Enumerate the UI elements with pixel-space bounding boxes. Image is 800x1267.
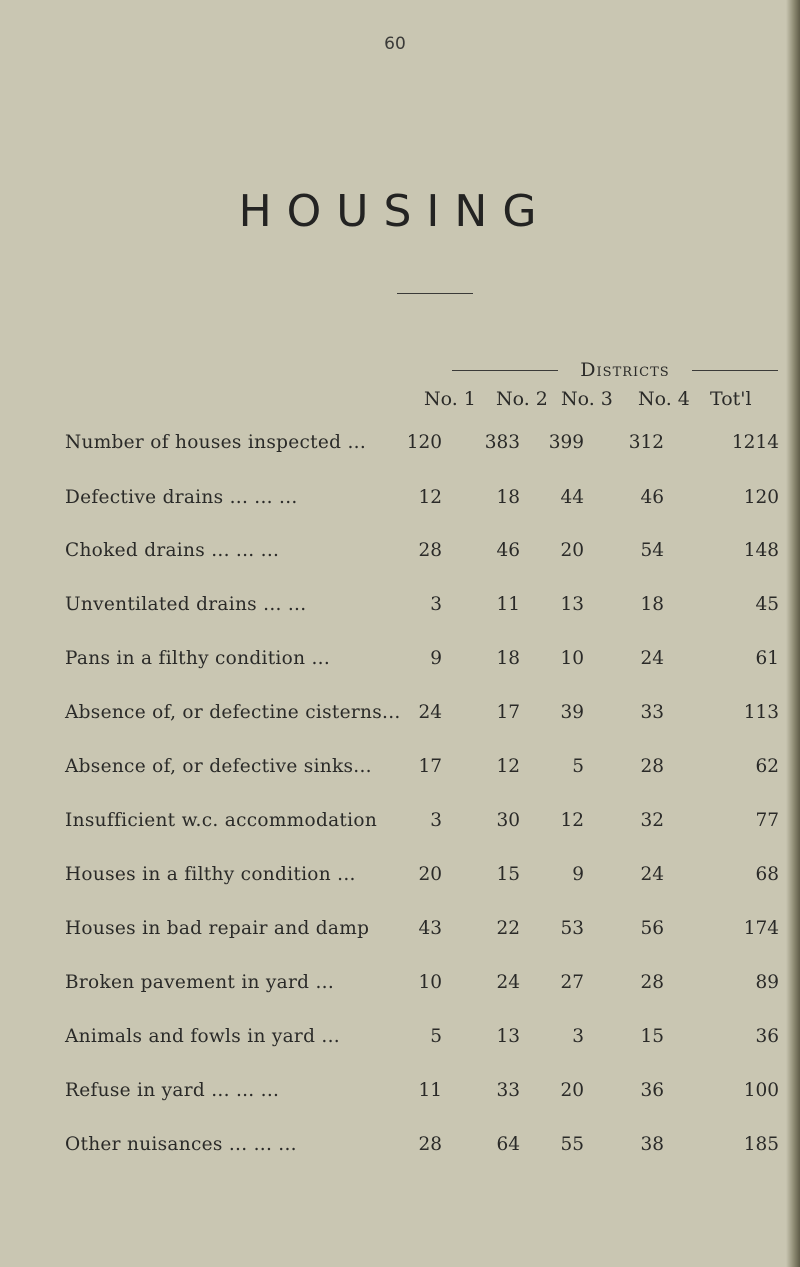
table-cell: 9: [430, 648, 442, 669]
table-cell: 20: [418, 864, 442, 885]
table-cell: 383: [484, 432, 520, 453]
table-cell: 56: [640, 918, 664, 939]
table-cell: 53: [560, 918, 584, 939]
districts-label: Districts: [580, 359, 670, 381]
table-cell: 36: [755, 1026, 779, 1047]
table-cell: 15: [496, 864, 520, 885]
table-cell: 68: [755, 864, 779, 885]
table-cell: 24: [496, 972, 520, 993]
table-cell: 27: [560, 972, 584, 993]
districts-header: [452, 359, 778, 383]
table-cell: 312: [628, 432, 664, 453]
table-cell: 174: [743, 918, 779, 939]
table-cell: 1214: [731, 432, 779, 453]
table-cell: 24: [418, 702, 442, 723]
table-cell: 18: [496, 487, 520, 508]
col-no1-header: No. 1: [424, 388, 476, 410]
table-cell: 11: [496, 594, 520, 615]
col-no2-header: No. 2: [496, 388, 548, 410]
table-cell: 28: [640, 756, 664, 777]
row-label: Absence of, or defective sinks...: [65, 756, 372, 777]
table-cell: 39: [560, 702, 584, 723]
table-cell: 55: [560, 1134, 584, 1155]
table-cell: 18: [496, 648, 520, 669]
page-title: HOUSING: [238, 186, 552, 238]
table-cell: 100: [743, 1080, 779, 1101]
table-cell: 12: [496, 756, 520, 777]
table-cell: 62: [755, 756, 779, 777]
table-cell: 11: [418, 1080, 442, 1101]
row-label: Refuse in yard ... ... ...: [65, 1080, 280, 1101]
row-label: Unventilated drains ... ...: [65, 594, 307, 615]
table-cell: 32: [640, 810, 664, 831]
row-label: Pans in a filthy condition ...: [65, 648, 331, 669]
districts-rule-left: [452, 370, 558, 371]
table-cell: 38: [640, 1134, 664, 1155]
districts-rule-right: [692, 370, 778, 371]
row-label: Insufficient w.c. accommodation: [65, 810, 378, 831]
table-cell: 61: [755, 648, 779, 669]
table-cell: 28: [418, 540, 442, 561]
table-cell: 46: [640, 487, 664, 508]
row-label: Houses in bad repair and damp: [65, 918, 370, 939]
table-cell: 44: [560, 487, 584, 508]
table-cell: 22: [496, 918, 520, 939]
table-cell: 28: [418, 1134, 442, 1155]
table-cell: 10: [560, 648, 584, 669]
table-cell: 113: [743, 702, 779, 723]
table-cell: 120: [406, 432, 442, 453]
table-cell: 89: [755, 972, 779, 993]
table-cell: 12: [418, 487, 442, 508]
col-no3-header: No. 3: [561, 388, 613, 410]
table-cell: 185: [743, 1134, 779, 1155]
table-cell: 399: [548, 432, 584, 453]
table-cell: 9: [572, 864, 584, 885]
table-cell: 64: [496, 1134, 520, 1155]
row-label: Absence of, or defectine cisterns...: [65, 702, 401, 723]
table-cell: 77: [755, 810, 779, 831]
row-label: Number of houses inspected ...: [65, 432, 367, 453]
table-cell: 33: [640, 702, 664, 723]
table-cell: 12: [560, 810, 584, 831]
table-cell: 148: [743, 540, 779, 561]
table-cell: 43: [418, 918, 442, 939]
row-label: Other nuisances ... ... ...: [65, 1134, 297, 1155]
table-cell: 13: [560, 594, 584, 615]
row-label: Broken pavement in yard ...: [65, 972, 335, 993]
col-total-header: Tot'l: [710, 388, 752, 410]
title-rule: [397, 293, 473, 294]
table-cell: 20: [560, 1080, 584, 1101]
table-cell: 46: [496, 540, 520, 561]
table-cell: 33: [496, 1080, 520, 1101]
table-cell: 17: [418, 756, 442, 777]
table-cell: 20: [560, 540, 584, 561]
table-cell: 15: [640, 1026, 664, 1047]
table-cell: 24: [640, 648, 664, 669]
table-cell: 5: [572, 756, 584, 777]
row-label: Defective drains ... ... ...: [65, 487, 298, 508]
row-label: Houses in a filthy condition ...: [65, 864, 356, 885]
page-number: 60: [384, 34, 406, 54]
table-cell: 3: [430, 810, 442, 831]
table-cell: 45: [755, 594, 779, 615]
row-label: Choked drains ... ... ...: [65, 540, 280, 561]
table-cell: 17: [496, 702, 520, 723]
table-cell: 54: [640, 540, 664, 561]
table-cell: 5: [430, 1026, 442, 1047]
table-cell: 30: [496, 810, 520, 831]
table-cell: 13: [496, 1026, 520, 1047]
table-cell: 36: [640, 1080, 664, 1101]
table-cell: 24: [640, 864, 664, 885]
table-cell: 120: [743, 487, 779, 508]
table-cell: 18: [640, 594, 664, 615]
table-cell: 3: [572, 1026, 584, 1047]
row-label: Animals and fowls in yard ...: [65, 1026, 340, 1047]
table-cell: 10: [418, 972, 442, 993]
col-no4-header: No. 4: [638, 388, 690, 410]
table-cell: 3: [430, 594, 442, 615]
table-cell: 28: [640, 972, 664, 993]
